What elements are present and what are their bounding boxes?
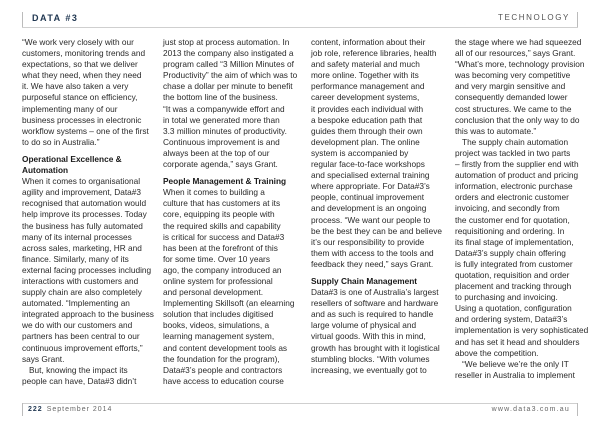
body-text-line: performance management and <box>311 81 425 92</box>
body-text-line: online system for professional <box>163 275 273 286</box>
body-text-line: chase a dollar per minute to benefit <box>163 81 293 92</box>
footer-divider-right <box>577 403 578 416</box>
body-text-line: where appropriate. For Data#3’s <box>311 181 430 192</box>
section-heading: Automation <box>22 165 69 176</box>
body-text-line: for some time. Over 10 years <box>163 253 270 264</box>
article-column-2 <box>163 37 303 387</box>
body-text-line: the customer end for quotation, <box>455 214 570 225</box>
body-text-line: consequently demanded lower <box>455 92 568 103</box>
body-text-line: and personal development. <box>163 287 264 298</box>
header-rule <box>22 27 578 28</box>
body-text-line: Continuous improvement is and <box>163 136 280 147</box>
body-text-line: reseller in Australia to implement <box>455 369 575 380</box>
body-text-line: development plan. The online <box>311 136 420 147</box>
body-text-line: recognised that automation would <box>22 198 147 209</box>
body-text-line: it’s our responsibility to provide <box>311 236 425 247</box>
body-text-line: resellers of software and hardware <box>311 298 439 309</box>
body-text-line: books, videos, simulations, a <box>163 320 270 331</box>
body-text-line: agility and improvement, Data#3 <box>22 187 141 198</box>
body-text-line: virtual goods. With this in mind, <box>311 331 426 342</box>
body-text-line: has been at the forefront of this <box>163 242 278 253</box>
body-text-line: help improve its processes. Today <box>22 209 147 220</box>
body-text-line: Data#3’s people and contractors <box>163 364 283 375</box>
body-text-line: career development systems, <box>311 92 420 103</box>
body-text-line: regular face-to-face workshops <box>311 159 425 170</box>
body-text-line: the foundation for the program), <box>163 353 280 364</box>
body-text-line: integrated approach to the business <box>22 309 154 320</box>
body-text-line: the required skills and capability <box>163 220 281 231</box>
body-text-line: it provides each individual with <box>311 103 424 114</box>
body-text-line: partners has been central to our <box>22 331 140 342</box>
body-text-line: implementation is very sophisticated <box>455 325 589 336</box>
body-text-line: and very margin sensitive and <box>455 81 566 92</box>
body-text-line: to do so in Australia.” <box>22 136 100 147</box>
body-text-line: is fully integrated from customer <box>455 258 573 269</box>
body-text-line: finance. Similarly, many of its <box>22 253 129 264</box>
body-text-line: process. “We want our people to <box>311 214 431 225</box>
section-heading: Operational Excellence & <box>22 153 122 164</box>
body-text-line: solution that includes digitised <box>163 309 274 320</box>
body-text-line: corporate agenda,” says Grant. <box>163 159 278 170</box>
body-text-line: – firstly from the supplier end with <box>455 159 579 170</box>
body-text-line: people can have, Data#3 didn’t <box>22 375 137 386</box>
body-text-line: Implementing Skillsoft (an elearning <box>163 298 295 309</box>
body-text-line: placement and tracking through <box>455 281 572 292</box>
footer-rule <box>22 403 578 404</box>
body-text-line: implementing many of our <box>22 103 118 114</box>
footer-divider-left <box>22 403 23 416</box>
body-text-line: is critical for success and Data#3 <box>163 231 285 242</box>
section-label: TECHNOLOGY <box>497 13 570 22</box>
body-text-line: Data#3’s supply chain offering <box>455 247 566 258</box>
article-column-4 <box>455 37 595 381</box>
body-text-line: guides them through their own <box>311 125 423 136</box>
body-text-line: and content development tools as <box>163 342 288 353</box>
body-text-line: information, electronic purchase <box>455 181 573 192</box>
body-text-line: learning management system, <box>163 331 275 342</box>
body-text-line: automation of product and pricing <box>455 170 579 181</box>
page-footer <box>28 406 112 413</box>
body-text-line: “It was a companywide effort and <box>163 103 285 114</box>
section-heading: Supply Chain Management <box>311 275 418 286</box>
body-text-line: continuous improvement efforts,” <box>22 342 143 353</box>
body-text-line: and ordering system, Data#3’s <box>455 314 568 325</box>
body-text-line: in total we generated more than <box>163 114 280 125</box>
body-text-line: culture that has customers at its <box>163 198 281 209</box>
body-text-line: growth has brought with it logistical <box>311 342 440 353</box>
body-text-line: orders and electronic customer <box>455 192 569 203</box>
body-text-line: expectations, so that we deliver <box>22 59 138 70</box>
body-text-line: have access to education course <box>163 375 284 386</box>
body-text-line: increasing, we eventually got to <box>311 364 427 375</box>
body-text-line: people, continual improvement <box>311 192 424 203</box>
body-text-line: program called “3 Million Minutes of <box>163 59 294 70</box>
body-text-line: large volume of physical and <box>311 320 417 331</box>
body-text-line: and safety material and much <box>311 59 420 70</box>
body-text-line: supply chain are also completely <box>22 287 142 298</box>
body-text-line: them with access to the tools and <box>311 247 434 258</box>
body-text-line: and development is an ongoing <box>311 203 427 214</box>
body-text-line: across sales, marketing, HR and <box>22 242 142 253</box>
body-text-line: a bespoke education path that <box>311 114 423 125</box>
body-text-line: it. We have also taken a very <box>22 81 129 92</box>
body-text-line: The supply chain automation <box>462 136 569 147</box>
body-text-line: requisitioning and ordering. In <box>455 225 565 236</box>
body-text-line: ago, the company introduced an <box>163 264 282 275</box>
body-text-line: the business has fully automated <box>22 220 143 231</box>
body-text-line: always been at the top of our <box>163 147 270 158</box>
body-text-line: Data#3 is one of Australia’s largest <box>311 287 439 298</box>
body-text-line: “We believe we’re the only IT <box>462 358 569 369</box>
body-text-line: “What’s more, technology provision <box>455 59 585 70</box>
body-text-line: all of our resources,” says Grant. <box>455 48 576 59</box>
body-text-line: this was to automate.” <box>455 125 537 136</box>
body-text-line: external facing processes including <box>22 264 152 275</box>
body-text-line: 3.3 million minutes of productivity. <box>163 125 287 136</box>
body-text-line: system is accompanied by <box>311 147 409 158</box>
body-text-line: core, equipping its people with <box>163 209 275 220</box>
body-text-line: Using a quotation, configuration <box>455 303 572 314</box>
body-text-line: the bottom line of the business. <box>163 92 278 103</box>
body-text-line: to purchasing and invoicing. <box>455 292 558 303</box>
body-text-line: its final stage of implementation, <box>455 236 574 247</box>
body-text-line: what they need, when they need <box>22 70 142 81</box>
body-text-line: and specialised external training <box>311 170 430 181</box>
body-text-line: and as such is required to handle <box>311 309 434 320</box>
body-text-line: invoicing, and secondly from <box>455 203 560 214</box>
body-text-line: cost structures. We came to the <box>455 103 572 114</box>
body-text-line: interactions with customers and <box>22 275 139 286</box>
body-text-line: customers, monitoring trends and <box>22 48 146 59</box>
body-text-line: workflow systems – one of the first <box>22 125 149 136</box>
body-text-line: automated. “Implementing an <box>22 298 130 309</box>
body-text-line: and has set it head and shoulders <box>455 336 580 347</box>
body-text-line: conclusion that the only way to do <box>455 114 580 125</box>
body-text-line: purposeful stance on efficiency, <box>22 92 138 103</box>
body-text-line: When it comes to building a <box>163 187 265 198</box>
body-text-line: content, information about their <box>311 37 426 47</box>
body-text-line: business processes in electronic <box>22 114 142 125</box>
body-text-line: more online. Together with its <box>311 70 419 81</box>
body-text-line: many of its internal processes <box>22 231 132 242</box>
body-text-line: quotation, requisition and order <box>455 269 570 280</box>
body-text-line: above the competition. <box>455 347 539 358</box>
body-text-line: just stop at process automation. In <box>163 37 290 47</box>
website-url: www.data3.com.au <box>491 406 570 413</box>
body-text-line: But, knowing the impact its <box>29 364 128 375</box>
page-number: 222 <box>28 406 43 413</box>
section-heading: People Management & Training <box>163 176 287 187</box>
article-column-3 <box>311 37 451 376</box>
body-text-line: feedback they need,” says Grant. <box>311 258 434 269</box>
body-text-line: job role, reference libraries, health <box>311 48 437 59</box>
body-text-line: “We work very closely with our <box>22 37 134 47</box>
body-text-line: stumbling blocks. “With volumes <box>311 353 430 364</box>
article-column-1 <box>22 37 162 387</box>
body-text-line: was becoming very competitive <box>455 70 571 81</box>
header-divider-left <box>22 12 23 27</box>
body-text-line: When it comes to organisational <box>22 176 141 187</box>
body-text-line: we do with our customers and <box>22 320 133 331</box>
body-text-line: Productivity” the aim of which was to <box>163 70 298 81</box>
body-text-line: says Grant. <box>22 353 65 364</box>
body-text-line: 2013 the company also instigated a <box>163 48 294 59</box>
body-text-line: project was tackled in two parts <box>455 147 571 158</box>
issue-date: September 2014 <box>46 406 113 413</box>
header-divider-right <box>577 12 578 27</box>
body-text-line: be the best they can be and believe <box>311 225 443 236</box>
body-text-line: the stage where we had squeezed <box>455 37 582 47</box>
magazine-title: DATA #3 <box>32 13 79 23</box>
